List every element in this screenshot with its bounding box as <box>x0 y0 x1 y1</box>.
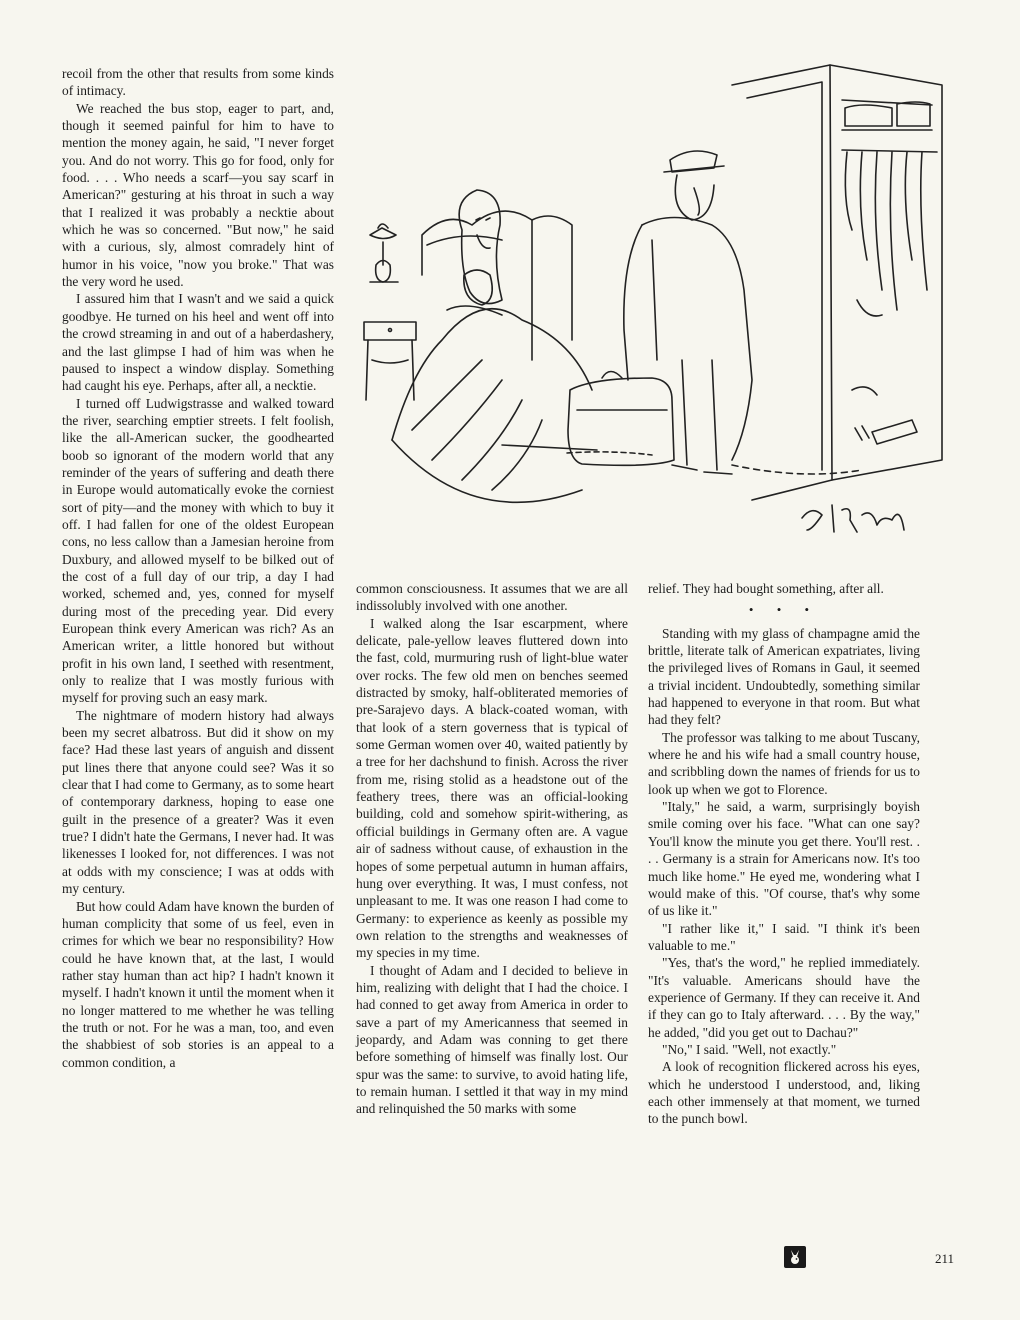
text-column-left <box>62 65 334 1071</box>
paragraph: The professor was talking to me about Tuscany, where he and his wife had a small country house, and scribbling down the names of friends for us to look up when we got to Florence. <box>648 729 920 797</box>
rabbit-head-icon <box>784 1246 806 1268</box>
paragraph: "Italy," he said, a warm, surprisingly boyish smile coming over his face. "What can one say? You'll know the minute you get there. You'll rest. . . . Germany is a strain for Americans now. It's too much like home." He eyed me, wondering what I would make of this. "Of course, that's why some of us like it." <box>648 799 920 919</box>
paragraph: I turned off Ludwigstrasse and walked toward the river, searching emptier streets. I felt foolish, like the all-American sucker, the goodhearted boob so ignorant of the modern world that any reminder of the years of suffering and death there in Europe would automatically evoke the corniest sort of pity—and the money with which to buy it off. I had fallen for one of the oldest European cons, no less callow than a Jamesian heroine from Duxbury, and allowed myself to be bilked out of the cost of a full day of our trip, a day I had worked, schemed and, yes, conned for myself during most of the preceding year. Did every European think every American was rich? As an American writer, a little honored but without profit in his own land, I seethed with resentment, only to realize that I was mostly furious with myself for proving such an easy mark. <box>62 395 334 706</box>
paragraph: I assured him that I wasn't and we said a quick goodbye. He turned on his heel and went off into the crowd streaming in and out of a haberdashery, and the last glimpse I had of him was when he paused to inspect a window display. Something had caught his eye. Perhaps, after all, a necktie. <box>62 291 334 394</box>
cartoon-illustration <box>352 60 952 540</box>
paragraph: The nightmare of modern history had always been my secret albatross. But did it show on my face? Had these last years of anguish and dissent put lines there that anyone could see? Was it so clear that I had come to Germany, as to some heart of contemporary darkness, hoping to ease one guilt in the presence of a greater? Was it even true? I didn't hate the Germans, I never had. It was likenesses I looked for, not differences. I was not at odds with my conscience; I was at odds with my century. <box>62 707 334 897</box>
paragraph: "Yes, that's the word," he replied immediately. "It's valuable. Americans should have the experience of Germany. If they can receive it. And if they can go to Italy afterward. . . . By the way," he added, "did you get out to Dachau?" <box>648 955 920 1040</box>
paragraph: "I rather like it," I said. "I think it's been valuable to me." <box>648 920 920 953</box>
paragraph: recoil from the other that results from some kinds of intimacy. <box>62 66 334 99</box>
section-separator: • • • <box>748 602 820 618</box>
paragraph: common consciousness. It assumes that we are all indissolubly involved with one another. <box>356 581 628 614</box>
paragraph: I walked along the Isar escarpment, where delicate, pale-yellow leaves fluttered down into the fast, cold, murmuring rush of light-blue water over rocks. The few old men on benches seemed distracted by smoky, half-obliterated memories of pre-Sarajevo days. A black-coated woman, with that look of a stern governess that is typical of some German women over 40, waited patiently by a tree for her dachshund to finish. Across the river from me, rising stolid as a headstone out of the feathery trees, there was an official-looking building, cold and somehow spirit-withering, as official buildings in Germany often are. A vague air of sadness without cause, of exhaustion in the hopes of some perpetual autumn in human affairs, hung over everything. It was, I must confess, not unpleasant to me. It was one reason I had come to Germany: to experience as keenly as possible my own relation to the strengths and weaknesses of my species in my time. <box>356 615 628 961</box>
paragraph: "No," I said. "Well, not exactly." <box>662 1041 837 1057</box>
paragraph: Standing with my glass of champagne amid the brittle, literate talk of American expatriates, living the privileged lives of Romans in Gaul, it seemed a trivial incident. Undoubtedly, something similar had happened to everyone in that room. But what had they felt? <box>648 625 920 728</box>
text-column-right <box>648 580 920 1128</box>
text-column-middle <box>356 580 628 1118</box>
paragraph: I thought of Adam and I decided to believe in him, realizing with delight that I had the choice. I had conned to get away from America in order to save a part of my Americanness that seemed in jeopardy, and Adam was conning to get there before something of himself was finally lost. Our spur was the same: to survive, to avoid hating life, to remain human. I settled it that way in my mind and relinquished the 50 marks with some <box>356 962 628 1117</box>
page-number: 211 <box>935 1251 955 1266</box>
paragraph: But how could Adam have known the burden of human complicity that some of us feel, even in crimes for which we bear no responsibility? How could he have known that, at the last, I would rather stay human than act hip? I hadn't known it myself. I hadn't known it until the moment when it no longer mattered to me whether he was telling the truth or not. For he was a man, too, and even the shabbiest of sob stories is an appeal to a common condition, a <box>62 898 334 1070</box>
paragraph: We reached the bus stop, eager to part, and, though it seemed painful for him to have to mention the money again, he said, "I never forget you. And do not worry. This go for food, only for food. . . . Who needs a scarf—you say scarf in American?" gesturing at his throat in such a way that I realized it was probably a necktie about which he was so concerned. "But now," he said with a curious, sly, almost comradely hint of humor in his voice, "now you broke." That was the very word he used. <box>62 100 334 290</box>
paragraph: relief. They had bought something, after all. <box>648 581 884 596</box>
paragraph: A look of recognition flickered across his eyes, which he understood I understood, and, liking each other immensely at that moment, we turned to the punch bowl. <box>648 1059 920 1127</box>
